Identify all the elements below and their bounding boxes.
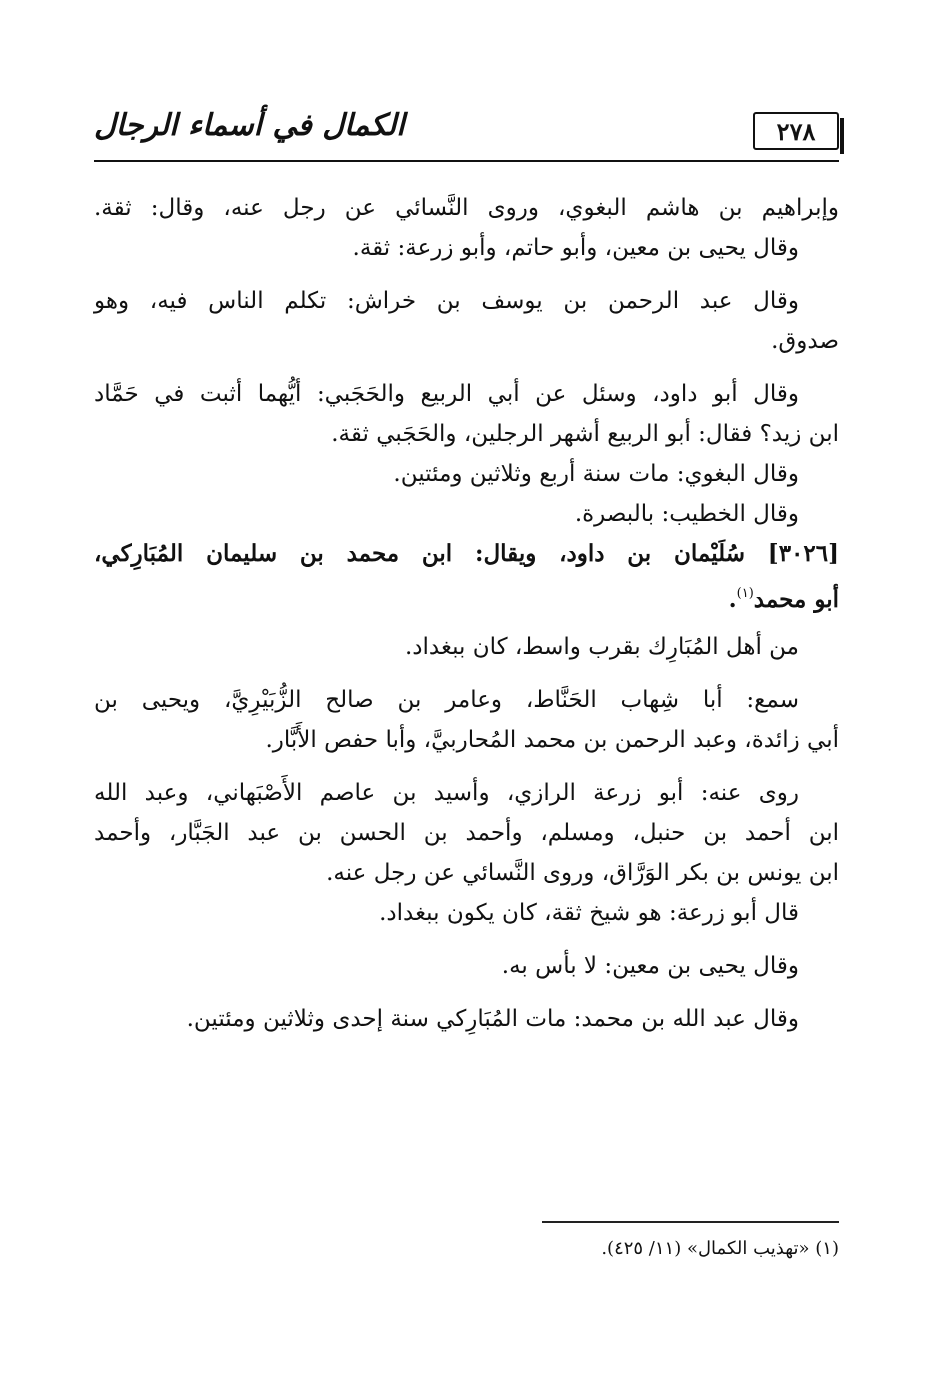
text-line: ابن زيد؟ فقال: أبو الربيع أشهر الرجلين، والحَجَبي ثقة. (331, 421, 839, 447)
text-line: صدوق. (771, 328, 839, 354)
text-line: وقال عبد الله بن محمد: مات المُبَارِكي سنة إحدى وثلاثين ومئتين. (186, 1006, 799, 1032)
header-rule (94, 160, 839, 162)
running-title: الكمال في أسماء الرجال (94, 108, 405, 143)
footnote-rule (542, 1221, 839, 1223)
entry-title-line: [٣٠٢٦] سُلَيْمان بن داود، ويقال: ابن محمد بن سليمان المُبَارِكي، (94, 540, 839, 567)
text-line: سمع: أبا شِهاب الحَنَّاط، وعامر بن صالح الزُّبَيْرِيَّ، ويحيى بن (94, 687, 799, 713)
text-line: وقال أبو داود، وسئل عن أبي الربيع والحَجَبي: أيُّهما أثبت في حَمَّاد (94, 381, 799, 407)
entry-kunya: أبو محمد (753, 586, 839, 613)
text-line: وقال الخطيب: بالبصرة. (574, 501, 799, 527)
text-line: روى عنه: أبو زرعة الرازي، وأسيد بن عاصم الأَصْبَهاني، وعبد الله (94, 780, 799, 806)
page-header (94, 106, 839, 156)
footnote-ref: (١) (736, 586, 754, 601)
text-line: وقال عبد الرحمن بن يوسف بن خراش: تكلم الناس فيه، وهو (94, 288, 799, 314)
text-line: وقال البغوي: مات سنة أربع وثلاثين ومئتين. (393, 461, 799, 487)
text-line: من أهل المُبَارِك بقرب واسط، كان ببغداد. (404, 634, 799, 660)
text-line: أبي زائدة، وعبد الرحمن بن محمد المُحاربيَّ، وأبا حفص الأَبَّار. (265, 727, 839, 753)
page-body (94, 188, 839, 1039)
page-number: ٢٧٨ (753, 112, 839, 150)
footnote: (١) «تهذيب الكمال» (١١/ ٤٢٥). (601, 1238, 839, 1259)
text-line: وقال يحيى بن معين: لا بأس به. (501, 953, 799, 979)
entry-title-line-2: أبو محمد$^{(١)}$. (728, 586, 839, 613)
text-line: ابن يونس بن بكر الوَرَّاق، وروى النَّسائي عن رجل عنه. (326, 860, 839, 886)
text-line: وإبراهيم بن هاشم البغوي، وروى النَّسائي عن رجل عنه، وقال: ثقة. (94, 195, 839, 221)
entry-heading (94, 534, 839, 614)
text-line: قال أبو زرعة: هو شيخ ثقة، كان يكون ببغداد. (379, 900, 799, 926)
text-line: وقال يحيى بن معين، وأبو حاتم، وأبو زرعة: ثقة. (352, 235, 799, 261)
text-line: ابن أحمد بن حنبل، ومسلم، وأحمد بن الحسن بن عبد الجَبَّار، وأحمد (94, 820, 839, 846)
